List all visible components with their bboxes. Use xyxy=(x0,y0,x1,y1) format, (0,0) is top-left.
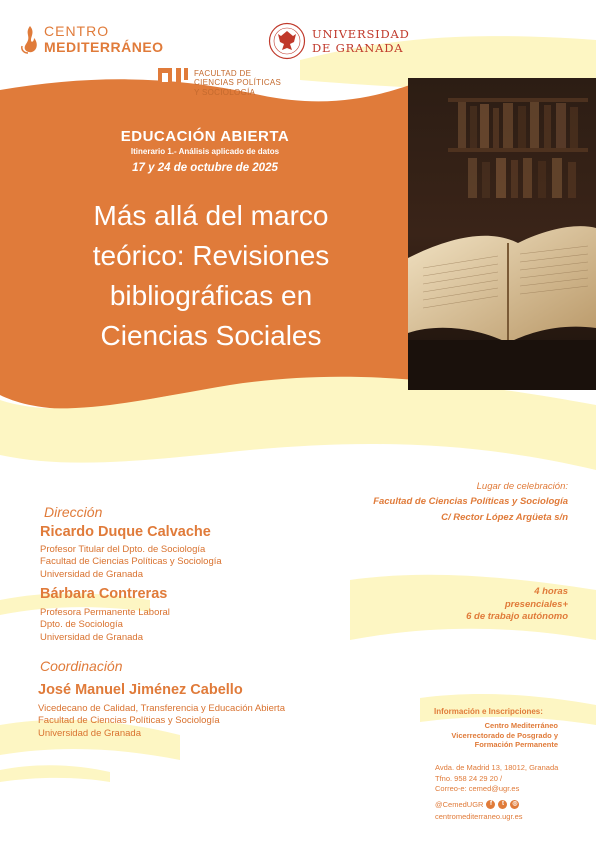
course-title-line: Ciencias Sociales xyxy=(100,320,322,351)
director-roles xyxy=(40,607,170,644)
hours-line: presenciales+ xyxy=(504,598,568,610)
venue-name: Facultad de Ciencias Políticas y Sociología xyxy=(373,496,568,507)
twitter-icon[interactable]: t xyxy=(498,800,507,809)
ugr-logo xyxy=(268,22,410,60)
org-line: Centro Mediterráneo xyxy=(484,721,558,730)
coordination-heading: Coordinación xyxy=(40,658,123,674)
venue-address: C/ Rector López Argüeta s/n xyxy=(441,512,568,523)
direction-heading: Dirección xyxy=(44,504,103,520)
centro-mediterraneo-logo xyxy=(18,24,164,55)
program-title: EDUCACIÓN ABIERTA xyxy=(120,128,290,145)
role-line: Universidad de Granada xyxy=(40,568,143,580)
role-line: Facultad de Ciencias Políticas y Sociología xyxy=(38,715,220,727)
role-line: Universidad de Granada xyxy=(38,727,141,739)
ugr-line1: UNIVERSIDAD xyxy=(312,27,410,41)
faculty-line1: FACULTAD DE xyxy=(194,68,252,78)
role-line: Dpto. de Sociología xyxy=(40,619,123,631)
faculty-logo xyxy=(158,68,281,98)
instagram-icon[interactable]: ◎ xyxy=(512,801,518,807)
social-handle: @CemedUGR xyxy=(435,800,484,809)
org-line: Vicerrectorado de Posgrado y xyxy=(451,730,558,740)
coordinator-name: José Manuel Jiménez Cabello xyxy=(38,682,243,698)
course-title xyxy=(26,196,396,356)
hours-line: 4 horas xyxy=(534,586,568,597)
director-roles xyxy=(40,544,222,581)
flame-icon xyxy=(18,24,40,54)
course-dates: 17 y 24 de octubre de 2025 xyxy=(132,162,278,174)
faculty-mark-icon xyxy=(158,68,188,98)
director-name: Bárbara Contreras xyxy=(40,586,168,602)
role-line: Profesor Titular del Dpto. de Sociología xyxy=(40,544,206,555)
facebook-icon[interactable]: f xyxy=(486,800,495,809)
ugr-line2: DE GRANADA xyxy=(312,41,404,55)
book-photo xyxy=(408,78,596,390)
info-organization xyxy=(440,721,558,750)
itinerary-label: Itinerario 1.- Análisis aplicado de datos xyxy=(130,147,280,156)
role-line: Vicedecano de Calidad, Transferencia y Educación Abierta xyxy=(38,703,285,714)
role-line: Profesora Permanente Laboral xyxy=(40,607,170,618)
contact-details xyxy=(435,763,558,795)
hours-line: 6 de trabajo autónomo xyxy=(466,611,568,622)
ugr-seal-icon xyxy=(268,22,306,60)
faculty-line2: CIENCIAS POLÍTICAS xyxy=(194,78,282,88)
website-link[interactable]: centromediterraneo.ugr.es xyxy=(435,812,523,821)
role-line: Universidad de Granada xyxy=(40,631,143,643)
coordinator-roles xyxy=(38,703,285,740)
contact-email[interactable]: Correo-e: cemed@ugr.es xyxy=(435,784,520,793)
info-heading: Información e Inscripciones: xyxy=(434,707,543,716)
mediterraneo-label: MEDITERRÁNEO xyxy=(44,39,164,55)
course-title-line: Más allá del marco xyxy=(93,200,329,231)
contact-phone: Tfno. 958 24 29 20 / xyxy=(435,773,503,783)
course-title-line: teórico: Revisiones xyxy=(92,240,330,271)
org-line: Formación Permanente xyxy=(474,740,558,749)
faculty-line3: Y SOCIOLOGÍA xyxy=(194,87,256,97)
venue-label: Lugar de celebración: xyxy=(476,481,568,492)
centro-label: CENTRO xyxy=(44,23,110,39)
hours-info xyxy=(466,586,568,624)
social-row xyxy=(435,800,519,809)
course-title-line: bibliográficas en xyxy=(109,280,313,311)
director-name: Ricardo Duque Calvache xyxy=(40,524,211,540)
contact-address: Avda. de Madrid 13, 18012, Granada xyxy=(435,763,559,772)
role-line: Facultad de Ciencias Políticas y Sociología xyxy=(40,556,222,568)
